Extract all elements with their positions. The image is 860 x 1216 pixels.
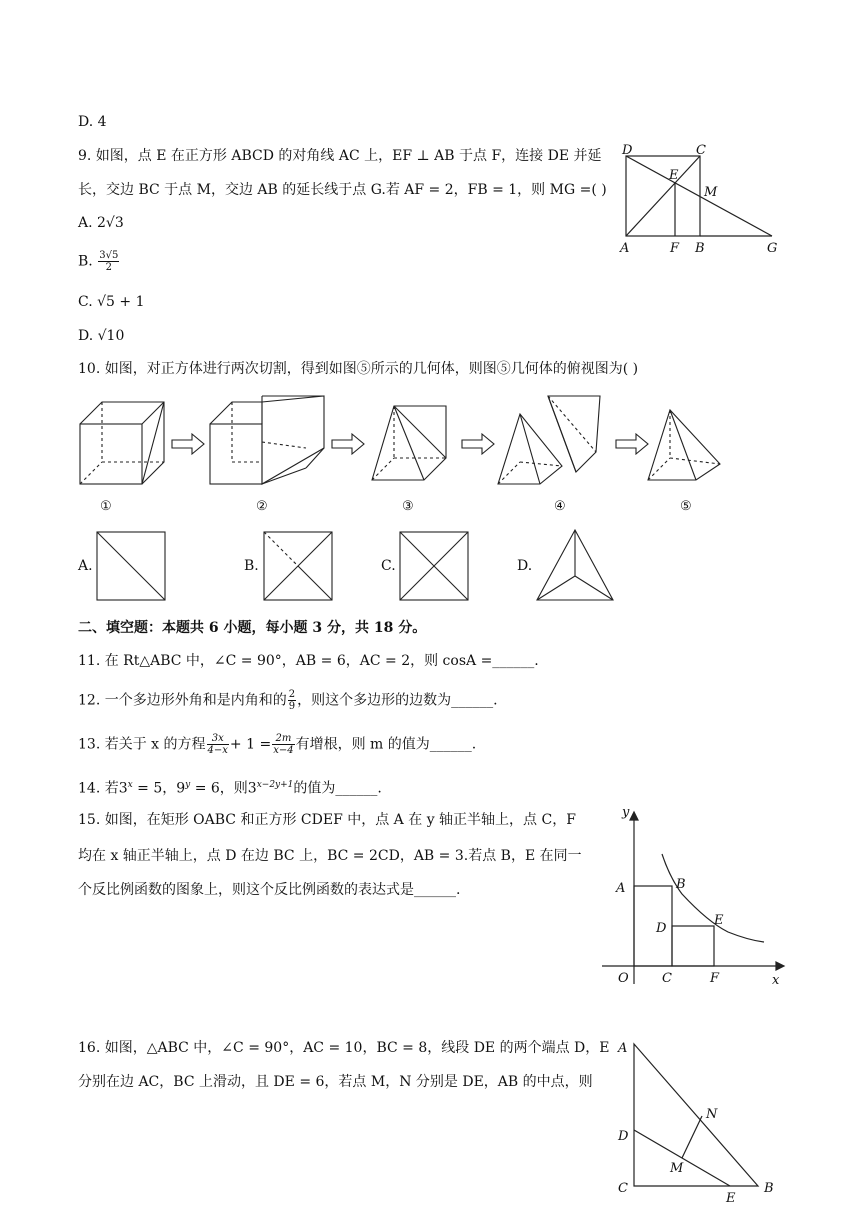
q9-label-g: G <box>767 241 778 256</box>
q13-fraction-1-numerator: 3x <box>207 733 229 745</box>
q10-arrow-4 <box>616 434 648 454</box>
q9-label-c: C <box>696 143 706 158</box>
q10-option-c-figure <box>398 530 470 602</box>
q16-label-n: N <box>706 1107 718 1122</box>
q16-label-c: C <box>618 1181 628 1196</box>
q13-fraction-2-denominator: x−4 <box>273 745 294 756</box>
q10-option-d-figure <box>535 528 617 602</box>
q10-figure-label-5: ⑤ <box>680 499 692 514</box>
q9-label-e: E <box>669 168 679 183</box>
q15-x-arrow <box>776 962 784 970</box>
q13-suffix: 有增根，则 m 的值为______. <box>295 736 477 753</box>
q14-text-d: 的值为______. <box>293 780 382 797</box>
q9-option-d: D. √10 <box>78 328 125 344</box>
q13-fraction-2-numerator: 2m <box>272 733 294 745</box>
q15-label-y: y <box>622 805 630 820</box>
q10-figure-2-split <box>210 396 324 484</box>
q9-option-b-numerator: 3√5 <box>99 250 119 261</box>
q11-text: 11. 在 Rt△ABC 中，∠C = 90°，AB = 6，AC = 2，则 cosA =______. <box>78 653 539 669</box>
q15-square-cdef <box>672 926 714 966</box>
q14-line <box>78 775 382 799</box>
q16-label-d: D <box>618 1129 629 1144</box>
q16-label-a: A <box>618 1041 628 1056</box>
q10-figure-3 <box>372 406 446 480</box>
q10-figure-5 <box>648 410 720 480</box>
q10-figure-label-1: ① <box>100 499 112 514</box>
q10-figure-4 <box>498 396 600 484</box>
q15-line3: 个反比例函数的图象上，则这个反比例函数的表达式是______. <box>78 882 461 898</box>
q13-prefix: 13. 若关于 x 的方程 <box>78 736 206 753</box>
q14-text-a: 14. 若3 <box>78 780 128 797</box>
q9-stem-line1: 9. 如图，点 E 在正方形 ABCD 的对角线 AC 上，EF ⊥ AB 于点 F，连接 DE 并延 <box>78 148 602 164</box>
q15-label-f: F <box>710 971 720 986</box>
q14-exponent-b: y <box>185 780 191 790</box>
q15-line2: 均在 x 轴正半轴上，点 D 在边 BC 上，BC = 2CD，AB = 3.若点 B，E 在同一 <box>78 848 582 864</box>
q15-label-x: x <box>772 973 780 988</box>
q8-option-d: D. 4 <box>78 114 107 130</box>
q9-label-m: M <box>704 185 718 200</box>
q12-suffix: ，则这个多边形的边数为______. <box>297 692 498 709</box>
q9-option-a: A. 2√3 <box>78 215 124 231</box>
q16-label-e: E <box>726 1191 736 1206</box>
q16-label-b: B <box>764 1181 774 1196</box>
q13-line <box>78 733 476 756</box>
q10-stem: 10. 如图，对正方体进行两次切割，得到如图⑤所示的几何体，则图⑤几何体的俯视图为( ) <box>78 361 639 377</box>
q10-arrow-2 <box>332 434 364 454</box>
q9-option-b-denominator: 2 <box>105 262 112 273</box>
q12-line <box>78 689 498 712</box>
q15-label-e: E <box>714 913 724 928</box>
q9-option-b-prefix: B. <box>78 253 93 270</box>
q10-figure-label-4: ④ <box>554 499 566 514</box>
q9-label-a: A <box>620 241 630 256</box>
q15-label-d: D <box>656 921 667 936</box>
section2-heading: 二、填空题：本题共 6 小题，每小题 3 分，共 18 分。 <box>78 620 427 636</box>
q10-option-c-label: C. <box>381 558 396 574</box>
q9-label-f: F <box>670 241 680 256</box>
q15-label-b: B <box>676 877 686 892</box>
q10-option-b-figure <box>262 530 334 602</box>
q9-option-c: C. √5 + 1 <box>78 294 145 310</box>
q15-figure <box>598 805 788 988</box>
q9-option-b <box>78 250 120 273</box>
q10-cutting-sequence <box>76 392 736 517</box>
q16-triangle-abc <box>634 1044 758 1186</box>
q10-option-a-label: A. <box>78 558 93 574</box>
q15-label-c: C <box>662 971 672 986</box>
q14-text-b: = 5，9 <box>132 780 186 797</box>
q10-figure-1-cube <box>80 402 164 484</box>
q10-option-a-figure <box>95 530 167 602</box>
q12-fraction-numerator: 2 <box>288 689 296 700</box>
q16-segment-mn <box>682 1116 702 1158</box>
q9-line-dg <box>626 156 772 236</box>
q9-diagonal-ac <box>626 156 700 236</box>
q10-option-d-label: D. <box>517 558 533 574</box>
q10-arrow-1 <box>172 434 204 454</box>
q15-label-a: A <box>616 881 626 896</box>
q15-label-o: O <box>618 971 629 986</box>
q13-fraction-1-denominator: 4−x <box>207 745 228 756</box>
q9-figure <box>612 142 782 257</box>
q9-option-b-fraction <box>98 250 119 273</box>
q13-middle: + 1 = <box>229 736 272 753</box>
q10-figure-label-3: ③ <box>402 499 414 514</box>
q13-fraction-2 <box>272 733 294 756</box>
q14-exponent-a: x <box>127 780 133 790</box>
q16-figure <box>612 1036 782 1216</box>
q15-line1: 15. 如图，在矩形 OABC 和正方形 CDEF 中，点 A 在 y 轴正半轴上，点 C，F <box>78 812 576 828</box>
q9-label-d: D <box>622 143 633 158</box>
q12-prefix: 12. 一个多边形外角和是内角和的 <box>78 692 287 709</box>
q16-line2: 分别在边 AC，BC 上滑动，且 DE = 6，若点 M，N 分别是 DE，AB 的中点，则 <box>78 1074 593 1090</box>
q14-text-c: = 6，则3 <box>190 780 257 797</box>
q12-fraction-denominator: 9 <box>288 701 296 712</box>
q15-hyperbola <box>662 854 764 942</box>
q10-arrow-3 <box>462 434 494 454</box>
q10-figure-label-2: ② <box>256 499 268 514</box>
q14-exponent-c: x−2y+1 <box>256 780 294 790</box>
q9-stem-line2: 长，交边 BC 于点 M，交边 AB 的延长线于点 G.若 AF = 2，FB = 1，则 MG =( ) <box>78 182 607 198</box>
q15-y-arrow <box>630 812 638 820</box>
q16-line1: 16. 如图，△ABC 中，∠C = 90°，AC = 10，BC = 8，线段 DE 的两个端点 D，E <box>78 1040 610 1056</box>
q13-fraction-1 <box>207 733 229 756</box>
q12-fraction <box>288 689 296 712</box>
q16-label-m: M <box>670 1161 684 1176</box>
q10-option-b-label: B. <box>244 558 259 574</box>
q9-label-b: B <box>695 241 705 256</box>
